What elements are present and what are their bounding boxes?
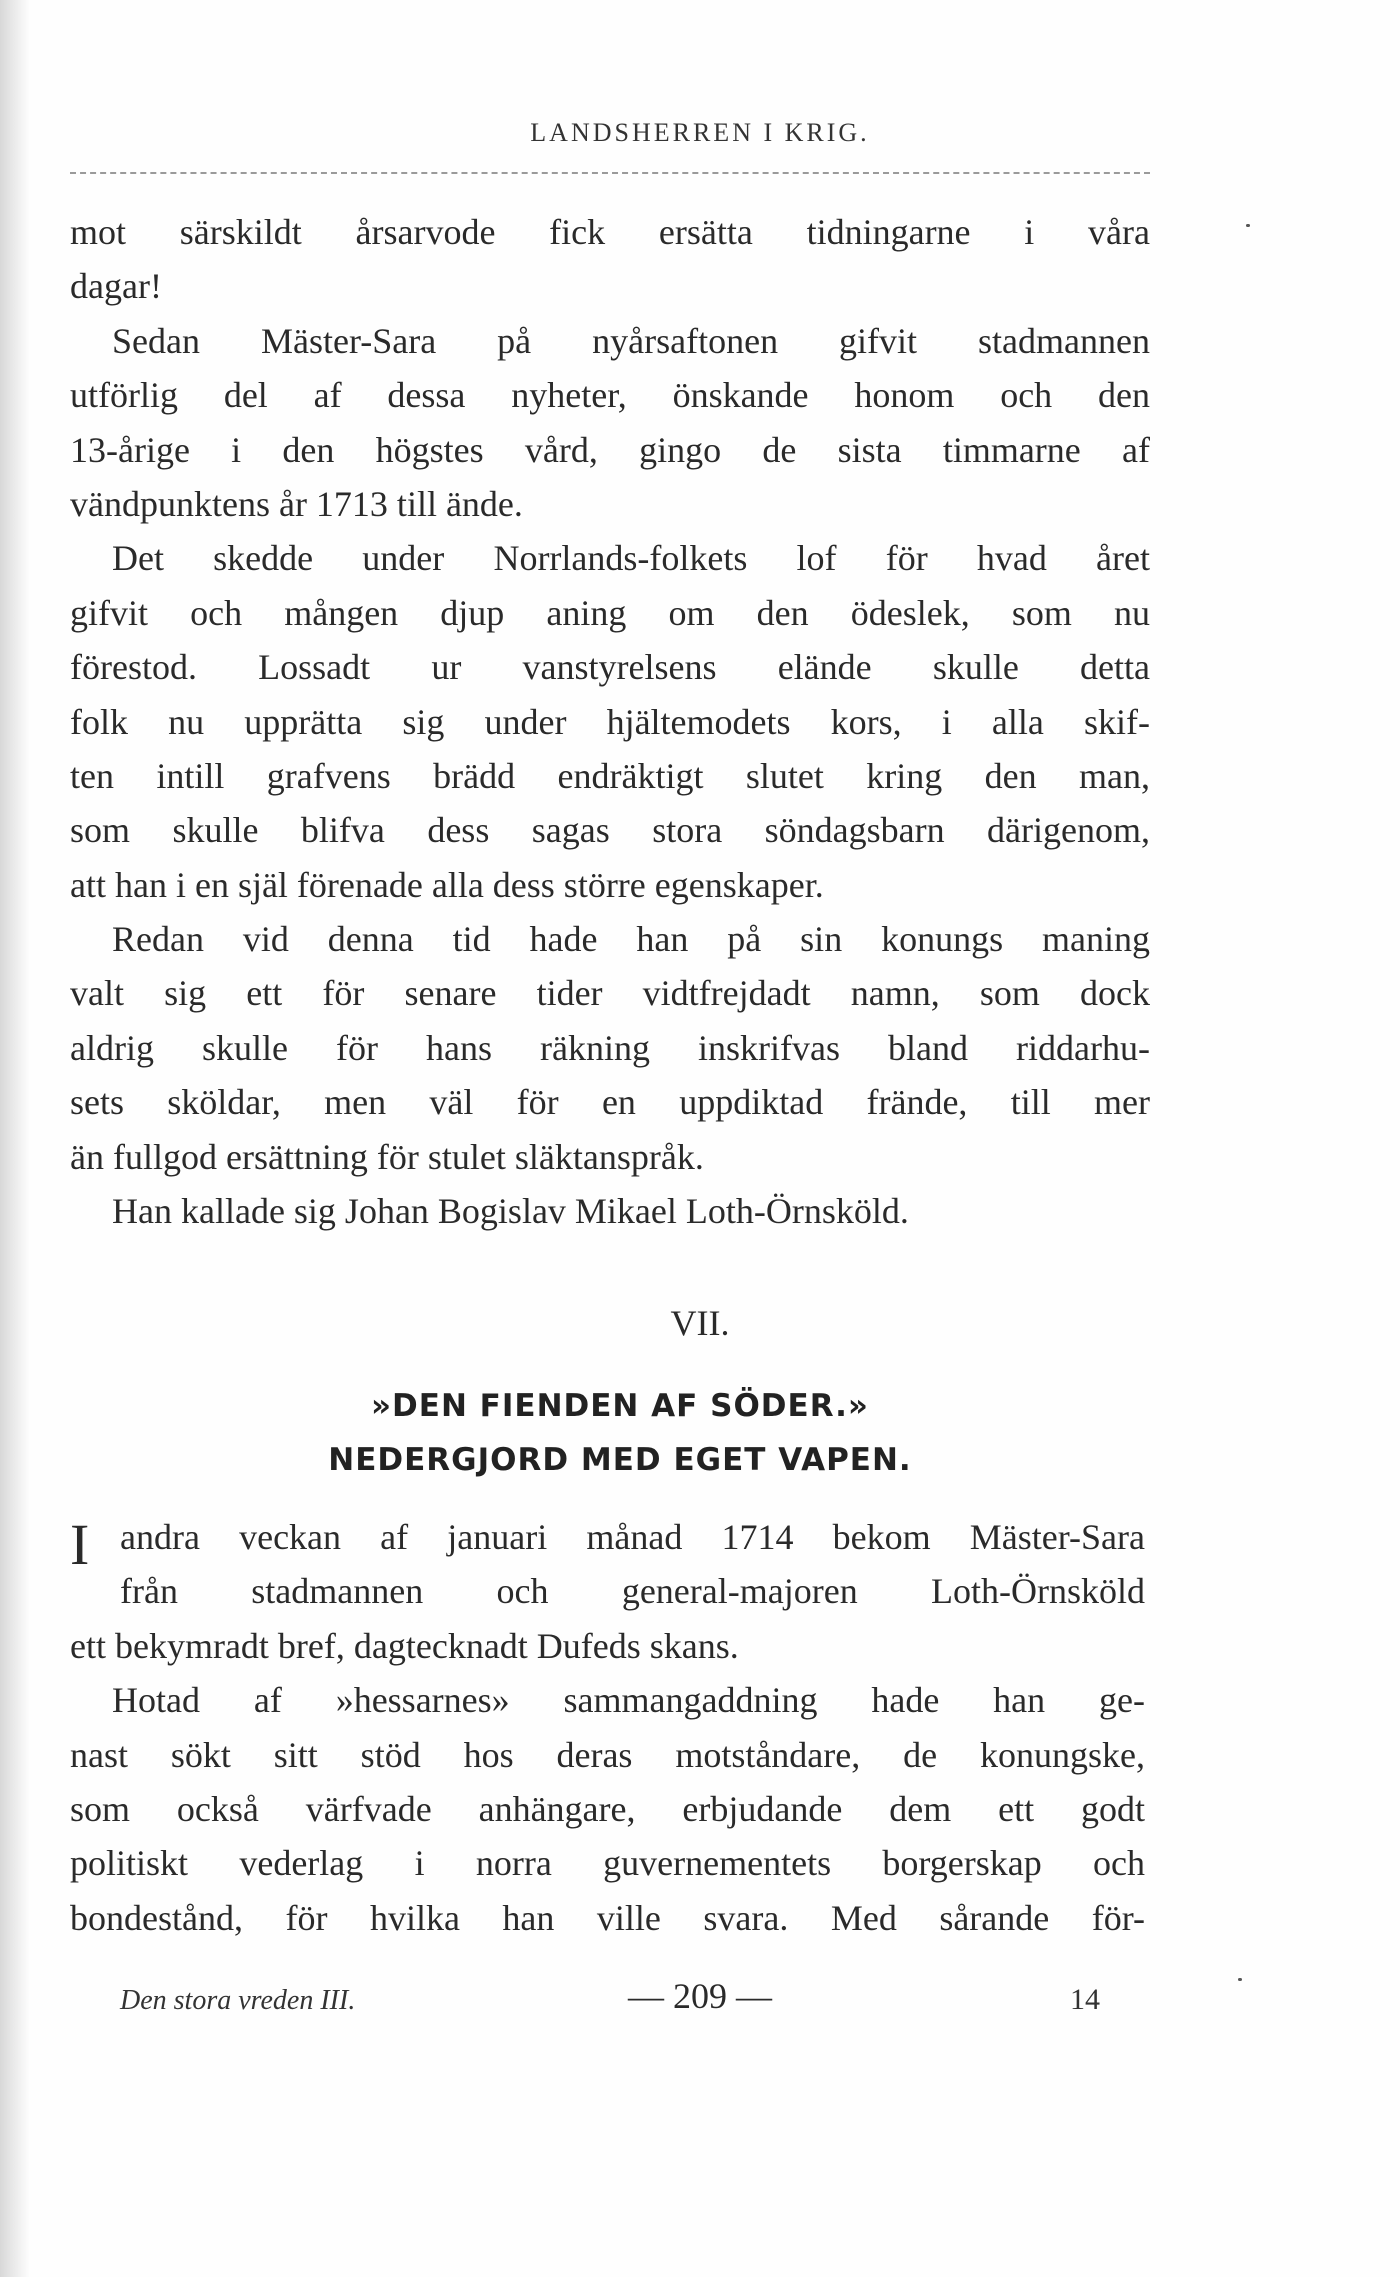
text-line: Han kallade sig Johan Bogislav Mikael Loth-Örnsköld.	[112, 1191, 909, 1232]
chapter-title-line-2: NEDERGJORD MED EGET VAPEN.	[328, 1442, 912, 1478]
text-line: ten intill grafvens brädd endräktigt slutet kring den man,	[70, 755, 1150, 796]
text-line: aldrig skulle för hans räkning inskrifvas bland riddarhu-	[70, 1027, 1150, 1068]
spine-shadow	[0, 0, 30, 2277]
text-line: utförlig del af dessa nyheter, önskande honom och den	[70, 375, 1150, 416]
text-line: ett bekymradt bref, dagtecknadt Dufeds skans.	[70, 1625, 739, 1666]
text-line: gifvit och mången djup aning om den ödeslek, som nu	[70, 592, 1150, 633]
text-line: andra veckan af januari månad 1714 bekom Mäster-Sara	[120, 1517, 1145, 1557]
text-line: förestod. Lossadt ur vanstyrelsens elände skulle detta	[70, 647, 1150, 688]
text-line: nast sökt sitt stöd hos deras motståndare, de konungske,	[70, 1734, 1145, 1775]
paper-speck	[1238, 1978, 1242, 1981]
text-line: Det skedde under Norrlands-folkets lof för hvad året	[112, 538, 1150, 579]
text-line: Redan vid denna tid hade han på sin konungs maning	[112, 919, 1150, 960]
page-number: — 209 —	[628, 1976, 772, 2016]
text-line: från stadmannen och general-majoren Loth-Örnsköld	[120, 1571, 1145, 1612]
text-line: politiskt vederlag i norra guvernementets borgerskap och	[70, 1843, 1145, 1884]
chapter-number: VII.	[670, 1303, 730, 1343]
text-line: vändpunktens år 1713 till ände.	[70, 483, 523, 524]
text-line: än fullgod ersättning för stulet släktanspråk.	[70, 1136, 704, 1177]
text-line: sets sköldar, men väl för en uppdiktad frände, till mer	[70, 1082, 1150, 1123]
running-head: LANDSHERREN I KRIG.	[530, 118, 870, 147]
signature-mark: Den stora vreden III.	[120, 1985, 356, 2016]
paper-speck	[1246, 224, 1250, 227]
sheet-number: 14	[1070, 1983, 1100, 2016]
header-rule	[70, 172, 1150, 174]
dropcap-block	[70, 1510, 1145, 1619]
text-line: Hotad af »hessarnes» sammangaddning hade han ge-	[112, 1680, 1145, 1721]
text-line: som skulle blifva dess sagas stora söndagsbarn därigenom,	[70, 810, 1150, 851]
page-footer	[0, 1975, 1400, 2035]
text-line: valt sig ett för senare tider vidtfrejdadt namn, som dock	[70, 973, 1150, 1014]
dropcap-letter: I	[70, 1512, 90, 1577]
body-text-chapter	[70, 1510, 1145, 1945]
text-line: 13-årige i den högstes vård, gingo de sista timmarne af	[70, 429, 1150, 470]
text-line: som också värfvade anhängare, erbjudande dem ett godt	[70, 1788, 1145, 1829]
text-line: folk nu upprätta sig under hjältemodets kors, i alla skif-	[70, 701, 1150, 742]
chapter-title-line-1: »DEN FIENDEN AF SÖDER.»	[371, 1388, 869, 1424]
text-line: bondestånd, för hvilka han ville svara. Med sårande för-	[70, 1897, 1145, 1938]
text-line: mot särskildt årsarvode fick ersätta tidningarne i våra	[70, 212, 1150, 252]
text-line: att han i en själ förenade alla dess större egenskaper.	[70, 864, 824, 905]
body-text-upper	[70, 205, 1150, 1238]
text-line: dagar!	[70, 266, 162, 307]
text-line: Sedan Mäster-Sara på nyårsaftonen gifvit stadmannen	[112, 320, 1150, 361]
